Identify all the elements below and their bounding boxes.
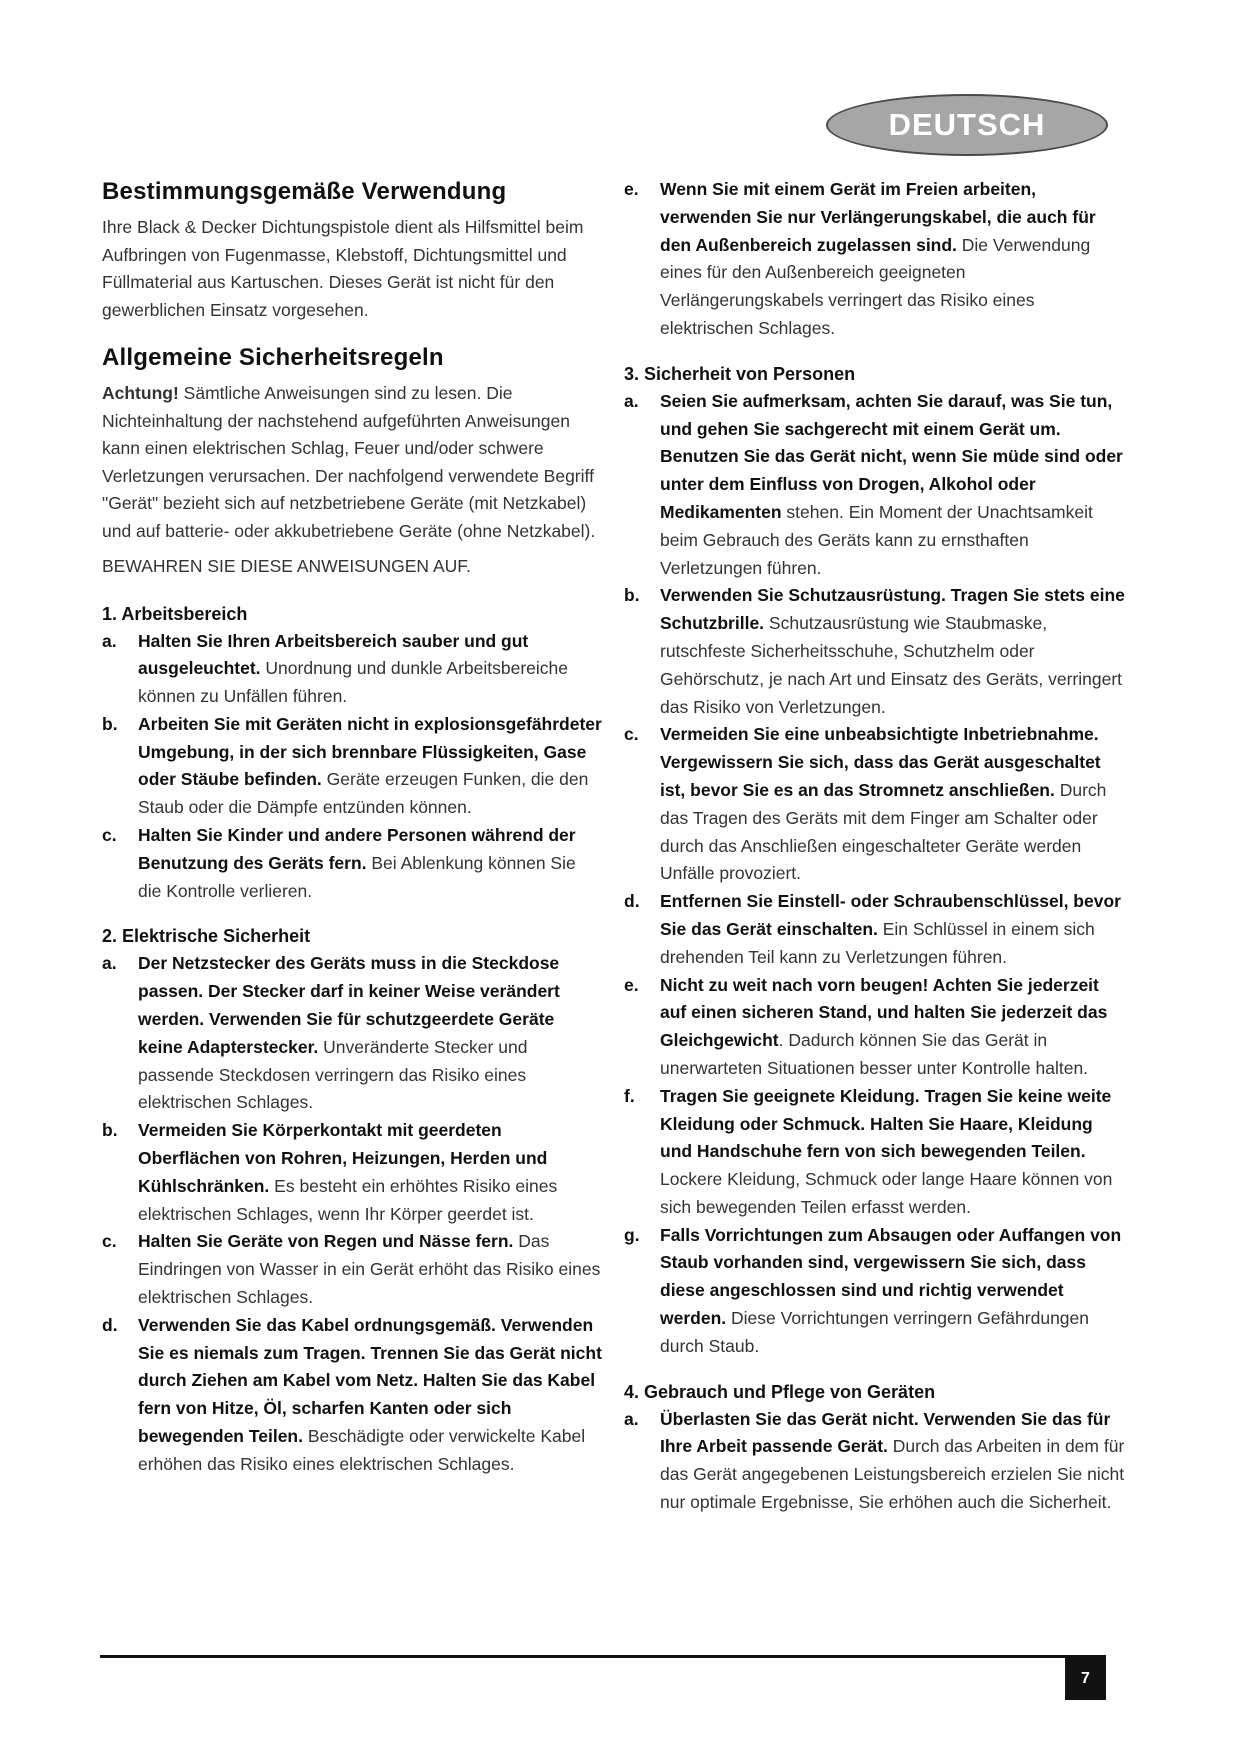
item-label: c. xyxy=(102,825,117,846)
warning-paragraph xyxy=(102,380,602,545)
item-label: c. xyxy=(624,724,639,745)
list-item xyxy=(624,972,1129,1083)
general-safety-heading: Allgemeine Sicherheitsregeln xyxy=(102,344,444,371)
item-bold: Der Netzstecker des Geräts muss in die Steckdose passen. Der Stecker darf in keiner Weise verändert werden. Verwenden Sie für schutzgeerdete Geräte keine Adapterstecker. xyxy=(138,953,560,1057)
item-label: e. xyxy=(624,179,639,199)
warning-label: Achtung! xyxy=(102,383,179,403)
item-text: Bei Ablenkung können Sie die Kontrolle verlieren. xyxy=(138,852,576,901)
item-text: Durch das Arbeiten in dem für das Gerät angegebenen Leistungsbereich erzielen Sie nicht nur optimale Ergebnisse, Sie erhöhen auch die Sicherheit. xyxy=(660,1436,1125,1513)
item-text: Ein Schlüssel in einem sich drehenden Teil kann zu Verletzungen führen. xyxy=(660,918,1095,967)
intended-use-text: Ihre Black & Decker Dichtungspistole dient als Hilfsmittel beim Aufbringen von Fugenmasse, Klebstoff, Dichtungsmittel und Füllmaterial aus Kartuschen. Dieses Gerät ist nicht für den gewerblichen Einsatz vorgesehen. xyxy=(102,217,584,320)
item-text: Unveränderte Stecker und passende Steckdosen verringern das Risiko eines elektrischen Schlages. xyxy=(138,1036,528,1113)
page-number: 7 xyxy=(1065,1658,1106,1700)
keep-instructions: BEWAHREN SIE DIESE ANWEISUNGEN AUF. xyxy=(102,556,471,576)
item-bold: Arbeiten Sie mit Geräten nicht in explosionsgefährdeter Umgebung, in der sich brennbare Flüssigkeiten, Gase oder Stäube befinden. xyxy=(138,713,602,790)
item-bold: Überlasten Sie das Gerät nicht. Verwenden Sie das für Ihre Arbeit passende Gerät. xyxy=(660,1408,1111,1457)
item-bold: Vermeiden Sie eine unbeabsichtigte Inbetriebnahme. Vergewissern Sie sich, dass das Gerät ausgeschaltet ist, bevor Sie es an das Stromnetz anschließen. xyxy=(660,724,1101,800)
warning-text: Sämtliche Anweisungen sind zu lesen. Die Nichteinhaltung der nachstehend aufgeführten Anweisungen kann einen elektrischen Schlag, Feuer und/oder schwere Verletzungen verursachen. Der nachfolgend verwendete Begriff "Gerät" bezieht sich auf netzbetriebene Geräte (mit Netzkabel) und auf batterie- oder akkubetriebene Geräte (ohne Netzkabel). xyxy=(102,383,596,541)
list-item xyxy=(624,888,1129,971)
list-item xyxy=(102,1312,602,1479)
list-item xyxy=(624,388,1129,583)
footer-rule xyxy=(100,1655,1106,1658)
work-area-heading: 1. Arbeitsbereich xyxy=(102,603,248,624)
intended-use-heading: Bestimmungsgemäße Verwendung xyxy=(102,178,507,205)
list-item xyxy=(624,1083,1129,1222)
item-bold: Halten Sie Geräte von Regen und Nässe fern. xyxy=(138,1231,514,1252)
language-label: DEUTSCH xyxy=(888,107,1046,142)
item-bold: Tragen Sie geeignete Kleidung. Tragen Sie keine weite Kleidung oder Schmuck. Halten Sie Haare, Kleidung und Handschuhe fern von sich bewegenden Teilen. xyxy=(660,1085,1112,1162)
item-label: d. xyxy=(102,1314,118,1335)
electrical-heading: 2. Elektrische Sicherheit xyxy=(102,926,311,947)
item-bold: Vermeiden Sie Körperkontakt mit geerdeten Oberflächen von Rohren, Heizungen, Herden und Kühlschränken. xyxy=(138,1120,548,1196)
item-text: Lockere Kleidung, Schmuck oder lange Haare können von sich bewegenden Teilen erfasst werden. xyxy=(660,1169,1113,1217)
left-column xyxy=(102,178,602,1479)
list-item xyxy=(624,582,1129,721)
item-bold: Halten Sie Ihren Arbeitsbereich sauber und gut ausgeleuchtet. xyxy=(138,630,529,679)
list-item xyxy=(624,1222,1129,1361)
item-label: a. xyxy=(102,953,117,974)
item-label: d. xyxy=(624,891,640,912)
item-label: f. xyxy=(624,1085,635,1106)
item-bold: Verwenden Sie Schutzausrüstung. Tragen Sie stets eine Schutzbrille. xyxy=(660,585,1125,634)
item-label: g. xyxy=(624,1224,640,1245)
item-text: Schutzausrüstung wie Staubmaske, rutschfeste Sicherheitsschuhe, Schutzhelm oder Gehörschutz, je nach Art und Einsatz des Geräts, verringert das Risiko von Verletzungen. xyxy=(660,613,1123,717)
list-item xyxy=(624,176,1129,343)
item-text: Beschädigte oder verwickelte Kabel erhöhen das Risiko eines elektrischen Schlages. xyxy=(138,1426,586,1474)
list-item xyxy=(102,950,602,1117)
item-bold: Entfernen Sie Einstell- oder Schraubenschlüssel, bevor Sie das Gerät einschalten. xyxy=(660,891,1121,939)
item-text: Diese Vorrichtungen verringern Gefährdungen durch Staub. xyxy=(660,1308,1090,1356)
item-bold: Verwenden Sie das Kabel ordnungsgemäß. Verwenden Sie es niemals zum Tragen. Trennen Sie das Gerät nicht durch Ziehen am Kabel vom Netz. Halten Sie das Kabel fern von Hitze, Öl, scharfen Kanten oder sich bewegenden Teilen. xyxy=(138,1314,602,1447)
right-column xyxy=(624,176,1129,1517)
item-text: stehen. Ein Moment der Unachtsamkeit beim Gebrauch des Geräts kann zu ernsthaften Verletzungen führen. xyxy=(660,501,1093,578)
item-bold: Wenn Sie mit einem Gerät im Freien arbeiten, verwenden Sie nur Verlängerungskabel, die auch für den Außenbereich zugelassen sind. xyxy=(660,179,1096,255)
item-bold: Seien Sie aufmerksam, achten Sie darauf, was Sie tun, und gehen Sie sachgerecht mit einem Gerät um. Benutzen Sie das Gerät nicht, wenn Sie müde sind oder unter dem Einfluss von Drogen, Alkohol oder Medikamenten xyxy=(660,390,1123,522)
item-label: a. xyxy=(102,630,117,651)
item-text: Die Verwendung eines für den Außenbereich geeigneten Verlängerungskabels verringert das Risiko eines elektrischen Schlages. xyxy=(660,234,1091,338)
list-item xyxy=(102,711,602,822)
item-label: a. xyxy=(624,390,639,411)
item-text: Es besteht ein erhöhtes Risiko eines elektrischen Schlages, wenn Ihr Körper geerdet ist. xyxy=(138,1175,558,1224)
item-text: Unordnung und dunkle Arbeitsbereiche können zu Unfällen führen. xyxy=(138,658,568,707)
item-text: Das Eindringen von Wasser in ein Gerät erhöht das Risiko eines elektrischen Schlages. xyxy=(138,1231,601,1308)
item-label: b. xyxy=(624,585,640,606)
item-label: b. xyxy=(102,1120,118,1141)
tool-use-heading: 4. Gebrauch und Pflege von Geräten xyxy=(624,1381,936,1402)
item-bold: Halten Sie Kinder und andere Personen während der Benutzung des Geräts fern. xyxy=(138,825,576,873)
item-label: e. xyxy=(624,974,639,995)
item-label: b. xyxy=(102,713,118,734)
item-label: a. xyxy=(624,1408,639,1429)
list-item xyxy=(624,721,1129,888)
item-label: c. xyxy=(102,1231,117,1252)
list-item xyxy=(102,822,602,905)
list-item xyxy=(102,1228,602,1311)
item-text: Geräte erzeugen Funken, die den Staub oder die Dämpfe entzünden können. xyxy=(138,769,589,818)
language-badge xyxy=(826,94,1108,156)
list-item xyxy=(102,628,602,711)
item-text: . Dadurch können Sie das Gerät in unerwarteten Situationen besser unter Kontrolle halten. xyxy=(660,1030,1089,1078)
list-item xyxy=(624,1406,1129,1517)
item-bold: Nicht zu weit nach vorn beugen! Achten Sie jederzeit auf einen sicheren Stand, und halten Sie jederzeit das Gleichgewicht xyxy=(660,974,1108,1051)
personal-safety-heading: 3. Sicherheit von Personen xyxy=(624,363,856,384)
item-bold: Falls Vorrichtungen zum Absaugen oder Auffangen von Staub vorhanden sind, vergewissern Sie sich, dass diese angeschlossen sind und richtig verwendet werden. xyxy=(660,1224,1122,1329)
list-item xyxy=(102,1117,602,1228)
item-text: Durch das Tragen des Geräts mit dem Finger am Schalter oder durch das Anschließen eingeschalteter Geräte werden Unfälle provoziert. xyxy=(660,779,1107,884)
